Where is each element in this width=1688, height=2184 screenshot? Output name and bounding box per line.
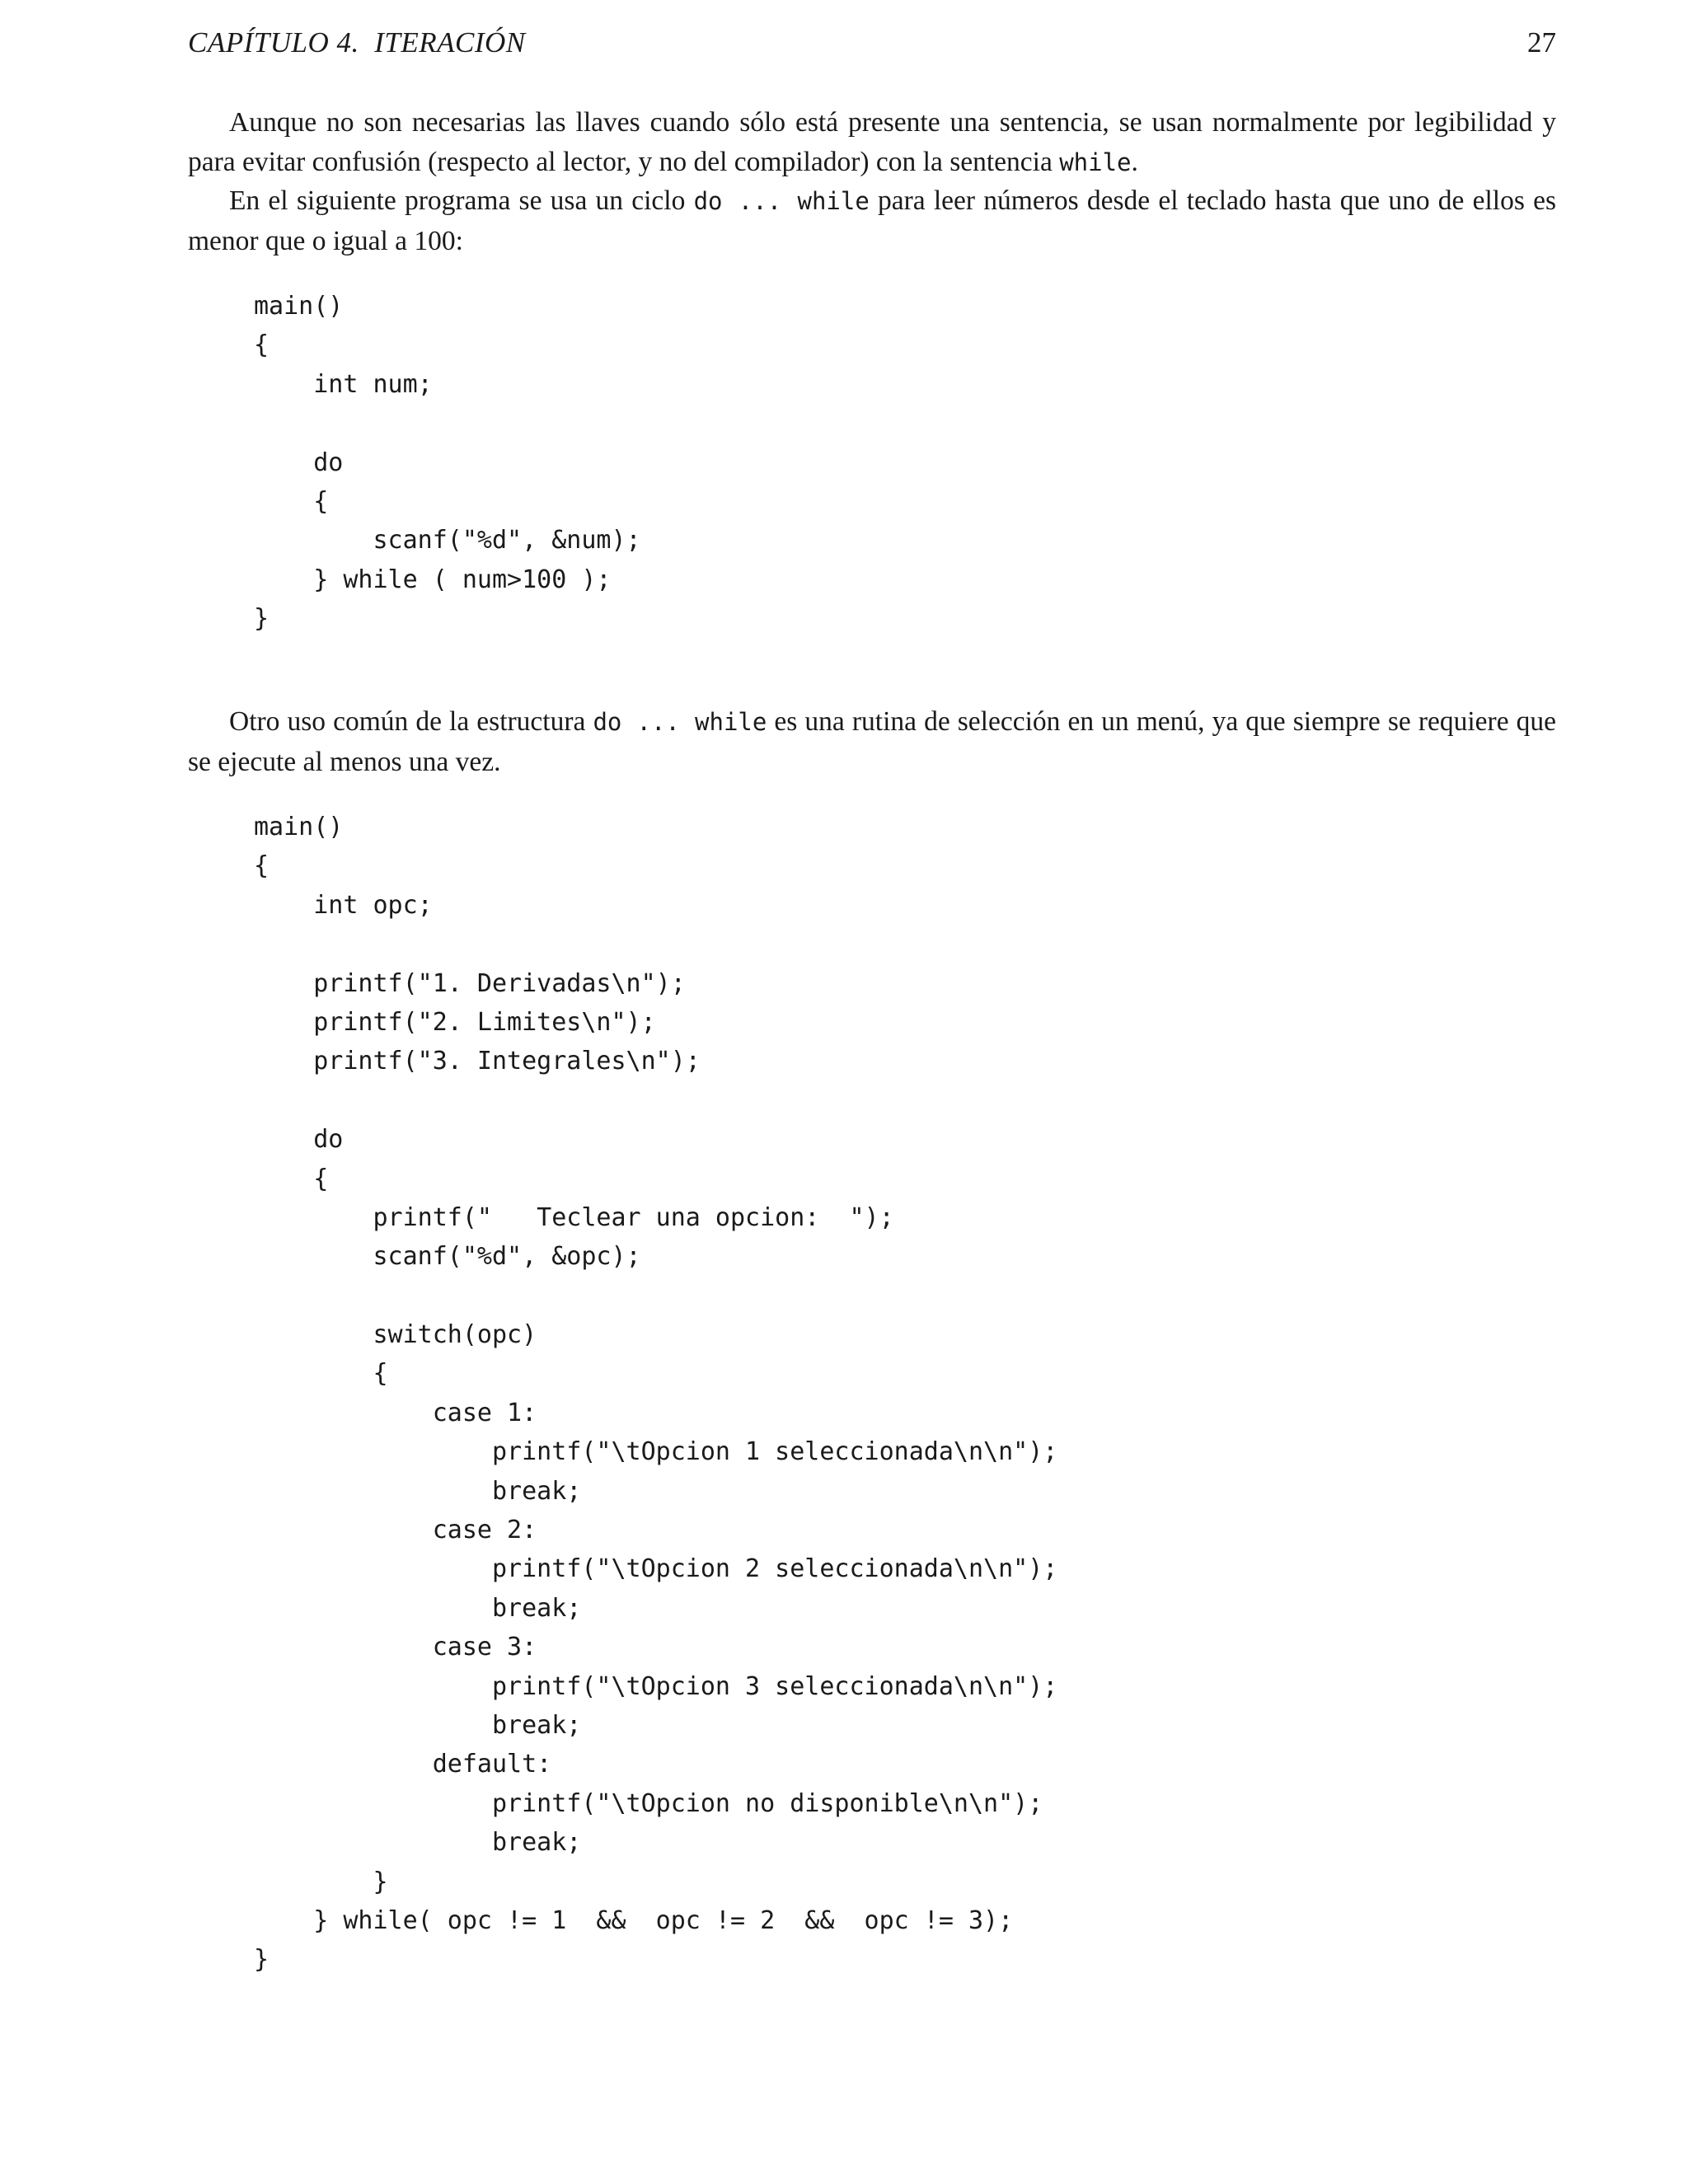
code-line: break; <box>254 1593 582 1623</box>
paragraph-text: para leer números desde el teclado hasta que uno de ellos es menor que o igual a 100: <box>188 185 1557 256</box>
code-line: default: <box>254 1750 552 1779</box>
code-line <box>254 1277 1057 1315</box>
code-line: int num; <box>254 369 433 399</box>
code-line: main() <box>254 813 344 841</box>
code-line: int opc; <box>254 890 433 920</box>
code-line: printf("1. Derivadas\n"); <box>254 968 686 998</box>
page-number: 27 <box>1527 26 1556 59</box>
inline-code-do-while: do ... while <box>693 187 870 215</box>
code-line: { <box>254 1164 329 1193</box>
code-line: scanf("%d", &opc); <box>254 1242 641 1272</box>
paragraph-do-while-intro <box>188 181 1556 260</box>
code-line: printf("\tOpcion no disponible\n\n"); <box>254 1788 1043 1818</box>
inline-code-do-while: do ... while <box>593 708 767 736</box>
code-listing-read-numbers <box>254 287 641 639</box>
code-line: printf(" Teclear una opcion: "); <box>254 1202 894 1232</box>
inline-code-while: while <box>1059 148 1132 176</box>
code-line: printf("3. Integrales\n"); <box>254 1047 701 1076</box>
paragraph-text: Otro uso común de la estructura <box>229 706 593 737</box>
code-line: printf("\tOpcion 3 seleccionada\n\n"); <box>254 1671 1058 1701</box>
code-line: do <box>254 1125 344 1155</box>
code-listing-menu <box>254 808 1057 1980</box>
code-line: break; <box>254 1828 582 1858</box>
running-header-chapter: CAPÍTULO 4. ITERACIÓN <box>188 26 526 59</box>
paragraph-braces-note <box>188 103 1556 182</box>
code-line: { <box>254 486 329 516</box>
paragraph-text: es una rutina de selección en un menú, ya que siempre se requiere que se ejecute al menos una vez. <box>188 706 1557 777</box>
code-line: } <box>254 604 270 634</box>
code-line: do <box>254 448 344 477</box>
code-line: main() <box>254 292 344 321</box>
paragraph-text: . <box>1131 146 1138 177</box>
paragraph-text: Aunque no son necesarias las llaves cuando sólo está presente una sentencia, se usan normalmente por legibilidad y para evitar confusión (respecto al lector, y no del compilador) con la sentencia <box>188 107 1556 177</box>
code-line: printf("2. Limites\n"); <box>254 1007 656 1037</box>
code-line: break; <box>254 1476 582 1506</box>
code-line: } while( opc != 1 && opc != 2 && opc != 3); <box>254 1905 1014 1935</box>
code-line: { <box>254 1359 388 1389</box>
code-line <box>254 1081 1057 1120</box>
code-line: } while ( num>100 ); <box>254 565 612 594</box>
code-line: printf("\tOpcion 1 seleccionada\n\n"); <box>254 1437 1058 1467</box>
paragraph-menu-intro <box>188 702 1556 781</box>
code-line: switch(opc) <box>254 1320 537 1350</box>
code-line: case 3: <box>254 1633 537 1662</box>
code-line <box>254 925 1057 963</box>
code-line: { <box>254 330 270 360</box>
code-line: } <box>254 1945 270 1975</box>
code-line <box>254 404 641 443</box>
code-line: { <box>254 851 270 881</box>
code-line: case 1: <box>254 1398 537 1427</box>
code-line: scanf("%d", &num); <box>254 526 641 555</box>
code-line: break; <box>254 1710 582 1740</box>
code-line: printf("\tOpcion 2 seleccionada\n\n"); <box>254 1554 1058 1584</box>
code-line: } <box>254 1867 388 1896</box>
paragraph-text: En el siguiente programa se usa un ciclo <box>229 185 694 216</box>
code-line: case 2: <box>254 1516 537 1545</box>
